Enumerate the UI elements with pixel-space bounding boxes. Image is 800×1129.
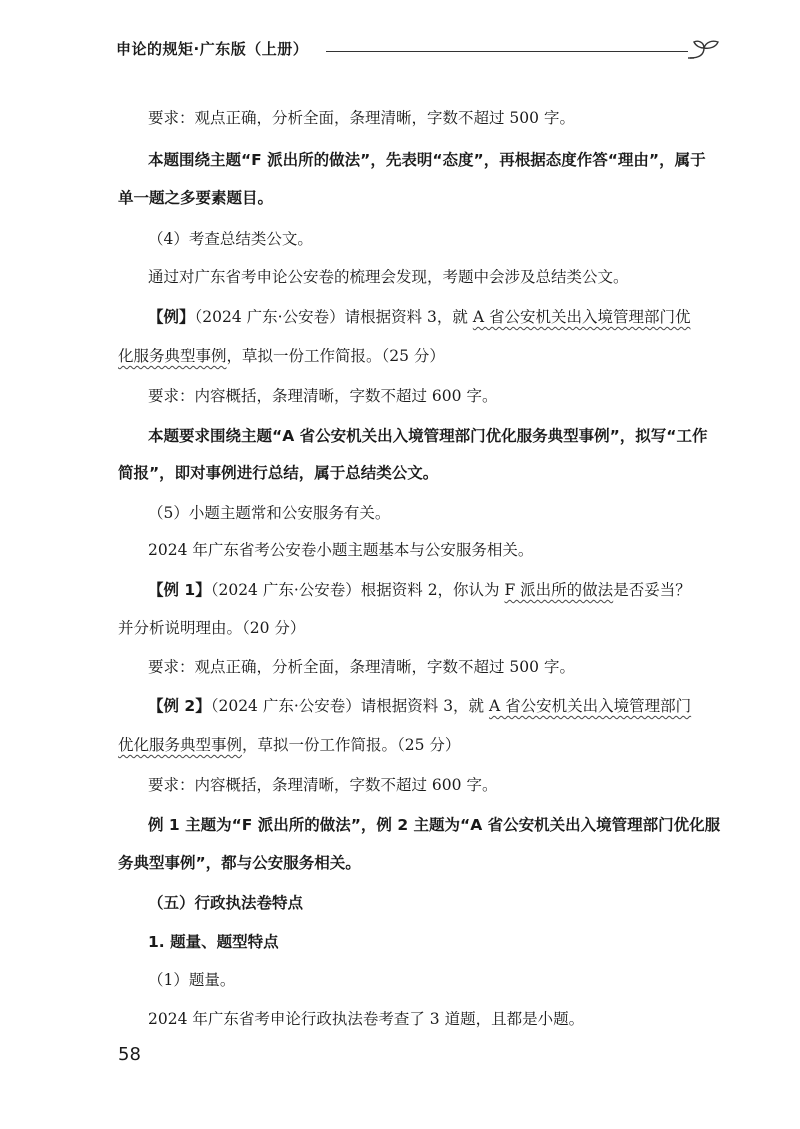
example-open-bracket: 【 <box>148 581 164 599</box>
example-line: 并分析说明理由。（20 分） <box>118 619 306 637</box>
example-tag: 例 2 <box>163 697 196 715</box>
sprout-icon <box>686 36 722 62</box>
example-tag: 例 1 <box>163 581 196 599</box>
body-text: 通过对广东省考申论公安卷的梳理会发现，考题中会涉及总结类公文。 <box>148 268 629 286</box>
example-tag: 例 <box>163 308 180 326</box>
book-title: 申论的规矩·广东版（上册） <box>116 40 309 58</box>
requirement-line: 要求：观点正确，分析全面，条理清晰，字数不超过 500 字。 <box>148 658 575 676</box>
point-heading: （5）小题主题常和公安服务有关。 <box>148 504 391 522</box>
example-line <box>118 346 718 366</box>
example-line <box>118 735 718 755</box>
body-text: 2024 年广东省考公安卷小题主题基本与公安服务相关。 <box>148 541 534 559</box>
example-text: （2024 广东·公安卷）请根据资料 3，就 <box>194 308 473 326</box>
example-open-bracket: 【 <box>148 697 164 715</box>
section-heading: （五）行政执法卷特点 <box>148 894 304 912</box>
example-close-bracket: 】 <box>179 308 195 326</box>
example-text: （2024 广东·公安卷）请根据资料 3，就 <box>210 697 489 715</box>
underlined-topic: A 省公安机关出入境管理部门 <box>489 697 692 715</box>
example-line <box>148 580 748 600</box>
example-text: （2024 广东·公安卷）根据资料 2，你认为 <box>210 581 505 599</box>
underlined-topic: 优化服务典型事例 <box>118 736 243 754</box>
example-line <box>148 696 748 716</box>
example-close-bracket: 】 <box>195 697 211 715</box>
requirement-line: 要求：观点正确，分析全面，条理清晰，字数不超过 500 字。 <box>148 109 575 127</box>
subsection-heading: 1. 题量、题型特点 <box>148 933 279 951</box>
header-rule <box>326 51 688 52</box>
requirement-line: 要求：内容概括，条理清晰，字数不超过 600 字。 <box>148 776 498 794</box>
requirement-line: 要求：内容概括，条理清晰，字数不超过 600 字。 <box>148 387 498 405</box>
analysis-line: 例 1 主题为“F 派出所的做法”，例 2 主题为“A 省公安机关出入境管理部门优化服 <box>148 816 721 834</box>
example-text: ，草拟一份工作简报。（25 分） <box>242 736 461 754</box>
underlined-topic: A 省公安机关出入境管理部门优 <box>472 308 691 326</box>
point-heading: （1）题量。 <box>148 971 236 989</box>
underlined-topic: F 派出所的做法 <box>504 581 614 599</box>
underlined-topic: 化服务典型事例 <box>118 347 227 365</box>
example-text: 是否妥当？ <box>613 581 691 599</box>
analysis-line: 本题要求围绕主题“A 省公安机关出入境管理部门优化服务典型事例”，拟写“工作 <box>148 427 708 445</box>
example-close-bracket: 】 <box>195 581 211 599</box>
example-line <box>148 307 748 327</box>
example-open-bracket: 【 <box>148 308 164 326</box>
analysis-line: 单一题之多要素题目。 <box>118 189 274 207</box>
analysis-line: 务典型事例”，都与公安服务相关。 <box>118 854 361 872</box>
body-text: 2024 年广东省考申论行政执法卷考查了 3 道题，且都是小题。 <box>148 1010 585 1028</box>
example-text: ，草拟一份工作简报。（25 分） <box>226 347 445 365</box>
analysis-line: 本题围绕主题“F 派出所的做法”，先表明“态度”，再根据态度作答“理由”，属于 <box>148 151 706 169</box>
running-header <box>116 36 716 62</box>
analysis-line: 简报”，即对事例进行总结，属于总结类公文。 <box>118 464 439 482</box>
point-heading: （4）考查总结类公文。 <box>148 230 313 248</box>
page-number: 58 <box>118 1044 141 1065</box>
